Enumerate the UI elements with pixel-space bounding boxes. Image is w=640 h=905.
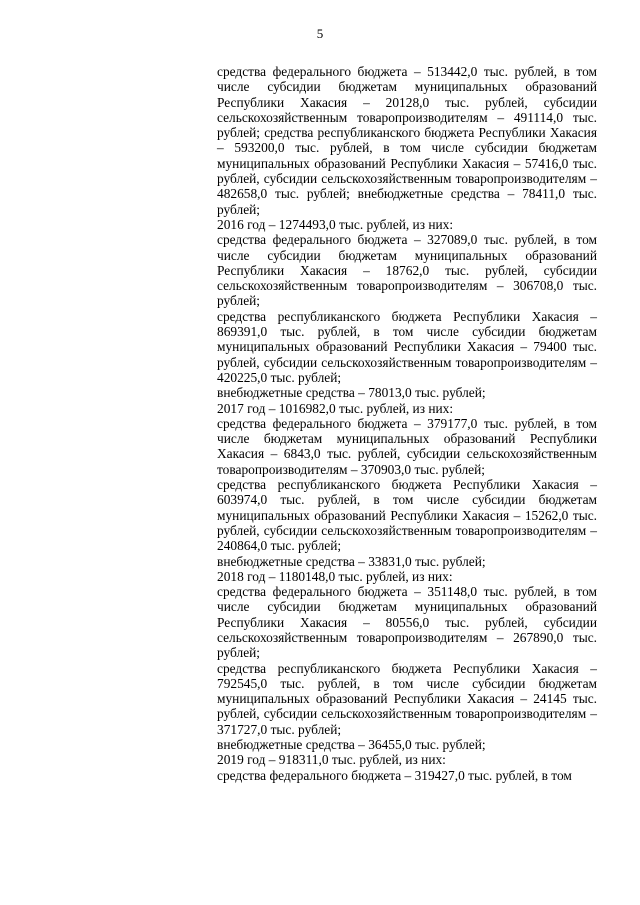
paragraph-2015-federal-republican: средства федерального бюджета – 513442,0 тыс. рублей, в том числе субсидии бюджетам муниципальных образований Республики Хакасия – 20128,0 тыс. рублей, субсидии сельскохозяйственным товаропроизводителям – 491114,0 тыс. рублей; средства республиканского бюджета Республики Хакасия – 593200,0 тыс. рублей, в том числе субсидии бюджетам муниципальных образований Республики Хакасия – 57416,0 тыс. рублей, субсидии сельскохозяйственным товаропроизводителям – 482658,0 тыс. рублей; внебюджетные средства – 78411,0 тыс. рублей; <box>217 64 597 217</box>
document-body <box>217 64 597 783</box>
paragraph-2018-republican: средства республиканского бюджета Республики Хакасия – 792545,0 тыс. рублей, в том числе субсидии бюджетам муниципальных образований Республики Хакасия – 24145 тыс. рублей, субсидии сельскохозяйственным товаропроизводителям – 371727,0 тыс. рублей; <box>217 660 597 737</box>
paragraph-2016-extrabudgetary: внебюджетные средства – 78013,0 тыс. рублей; <box>217 385 486 401</box>
paragraph-2017-republican: средства республиканского бюджета Республики Хакасия – 603974,0 тыс. рублей, в том числе субсидии бюджетам муниципальных образований Республики Хакасия – 15262,0 тыс. рублей, субсидии сельскохозяйственным товаропроизводителям – 240864,0 тыс. рублей; <box>217 477 597 554</box>
paragraph-2018-extrabudgetary: внебюджетные средства – 36455,0 тыс. рублей; <box>217 737 486 753</box>
paragraph-2017-federal: средства федерального бюджета – 379177,0 тыс. рублей, в том числе бюджетам муниципальных образований Республики Хакасия – 6843,0 тыс. рублей, субсидии сельскохозяйственным товаропроизводителям – 370903,0 тыс. рублей; <box>217 415 597 477</box>
year-2019-total: 2019 год – 918311,0 тыс. рублей, из них: <box>217 752 446 768</box>
year-2016-total: 2016 год – 1274493,0 тыс. рублей, из них: <box>217 216 454 232</box>
paragraph-2016-republican: средства республиканского бюджета Республики Хакасия – 869391,0 тыс. рублей, в том числе субсидии бюджетам муниципальных образований Республики Хакасия – 79400 тыс. рублей, субсидии сельскохозяйственным товаропроизводителям – 420225,0 тыс. рублей; <box>217 308 597 385</box>
paragraph-2019-federal: средства федерального бюджета – 319427,0 тыс. рублей, в том <box>217 767 572 783</box>
paragraph-2018-federal: средства федерального бюджета – 351148,0 тыс. рублей, в том числе субсидии бюджетам муниципальных образований Республики Хакасия – 80556,0 тыс. рублей, субсидии сельскохозяйственным товаропроизводителям – 267890,0 тыс. рублей; <box>217 584 597 661</box>
page-number: 5 <box>316 26 324 41</box>
year-2018-total: 2018 год – 1180148,0 тыс. рублей, из них: <box>217 568 453 584</box>
paragraph-2017-extrabudgetary: внебюджетные средства – 33831,0 тыс. рублей; <box>217 553 486 569</box>
year-2017-total: 2017 год – 1016982,0 тыс. рублей, из них: <box>217 400 454 416</box>
paragraph-2016-federal: средства федерального бюджета – 327089,0 тыс. рублей, в том числе субсидии бюджетам муниципальных образований Республики Хакасия – 18762,0 тыс. рублей, субсидии сельскохозяйственным товаропроизводителям – 306708,0 тыс. рублей; <box>217 232 597 309</box>
